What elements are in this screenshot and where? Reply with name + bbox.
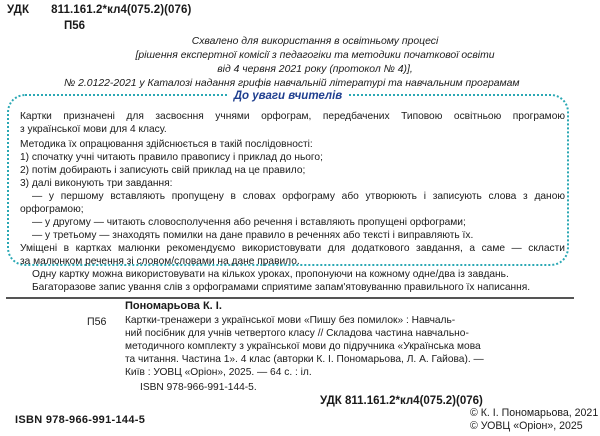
note-line: 3) далі виконують три завдання: bbox=[20, 178, 173, 189]
approval-line-1: [рішення експертної комісії з педагогіки та методики початкової освіти bbox=[135, 50, 495, 61]
udk-code: 811.161.2*кл4(075.2)(076) bbox=[51, 4, 192, 16]
note-line: — у другому — читають словосполучення або речення і вставляють пропущені орфограми; bbox=[32, 217, 466, 228]
note-line: Одну картку можна використовувати на кількох уроках, пропонуючи на кожному одне/два із завдань. bbox=[32, 269, 509, 280]
note-line: Багаторазове запис ування слів з орфограмами сприятиме запам'ятовуванню правильного їх написання. bbox=[32, 282, 531, 293]
approval-title: Схвалено для використання в освітньому процесі bbox=[191, 36, 439, 47]
isbn-bottom: ISBN 978-966-991-144-5 bbox=[15, 414, 146, 426]
bibliography-code: П56 bbox=[87, 316, 107, 328]
note-line: Методика їх опрацювання здійснюється в такій послідовності: bbox=[20, 139, 313, 150]
copyright-publisher: © УОВЦ «Оріон», 2025 bbox=[470, 420, 583, 432]
note-line: — у третьому — знаходять помилки на дане правило в реченнях або тексті і виправляють їх. bbox=[32, 230, 474, 241]
approval-line-2: від 4 червня 2021 року (протокол № 4)], bbox=[217, 64, 413, 75]
udk-label: УДК bbox=[7, 4, 30, 16]
copyright-author: © К. І. Пономарьова, 2021 bbox=[470, 407, 599, 419]
udk-bottom: УДК 811.161.2*кл4(075.2)(076) bbox=[320, 395, 483, 407]
description-line: Київ : УОВЦ «Оріон», 2025. — 64 с. : іл. bbox=[125, 367, 312, 378]
description-line: ний посібник для учнів четвертого класу // Складова частина навчально- bbox=[125, 328, 469, 339]
note-line: за малюнком речення зі словом/словами на дане правило. bbox=[20, 256, 300, 267]
note-line: 1) спочатку учні читають правило правопису і приклад до нього; bbox=[20, 152, 323, 163]
note-line: з української мови для 4 класу. bbox=[20, 124, 167, 135]
note-line: орфограмою; bbox=[20, 204, 84, 215]
classification-code: П56 bbox=[64, 20, 86, 32]
note-line: Картки призначені для засвоєння учнями орфограм, передбачених Типовою освітньою програмою bbox=[20, 111, 565, 122]
divider bbox=[6, 297, 574, 299]
catalog-line: № 2.0122-2021 у Каталозі надання грифів навчальній літературі та навчальним програмам bbox=[64, 78, 520, 89]
note-line: — у першому вставляють пропущену в словах орфограму або утворюють і записують слова з даною bbox=[32, 191, 565, 202]
teacher-note-title: До уваги вчителів bbox=[0, 90, 576, 102]
note-line: 2) потім добирають і записують свій приклад на це правило; bbox=[20, 165, 306, 176]
author-name: Пономарьова К. І. bbox=[125, 300, 222, 312]
udk-header bbox=[7, 4, 191, 16]
note-line: Уміщені в картках малюнки рекомендуємо використовувати для додаткового завдання, а саме — скласти bbox=[20, 243, 565, 254]
isbn-inline: ISBN 978-966-991-144-5. bbox=[140, 382, 257, 393]
description-line: методичного комплекту з української мови до підручника «Українська мова bbox=[125, 341, 481, 352]
description-line: Картки-тренажери з української мови «Пишу без помилок» : Навчаль- bbox=[125, 315, 456, 326]
description-line: та читання. Частина 1». 4 клас (авторки К. І. Пономарьова, Л. А. Гайова). — bbox=[125, 354, 484, 365]
